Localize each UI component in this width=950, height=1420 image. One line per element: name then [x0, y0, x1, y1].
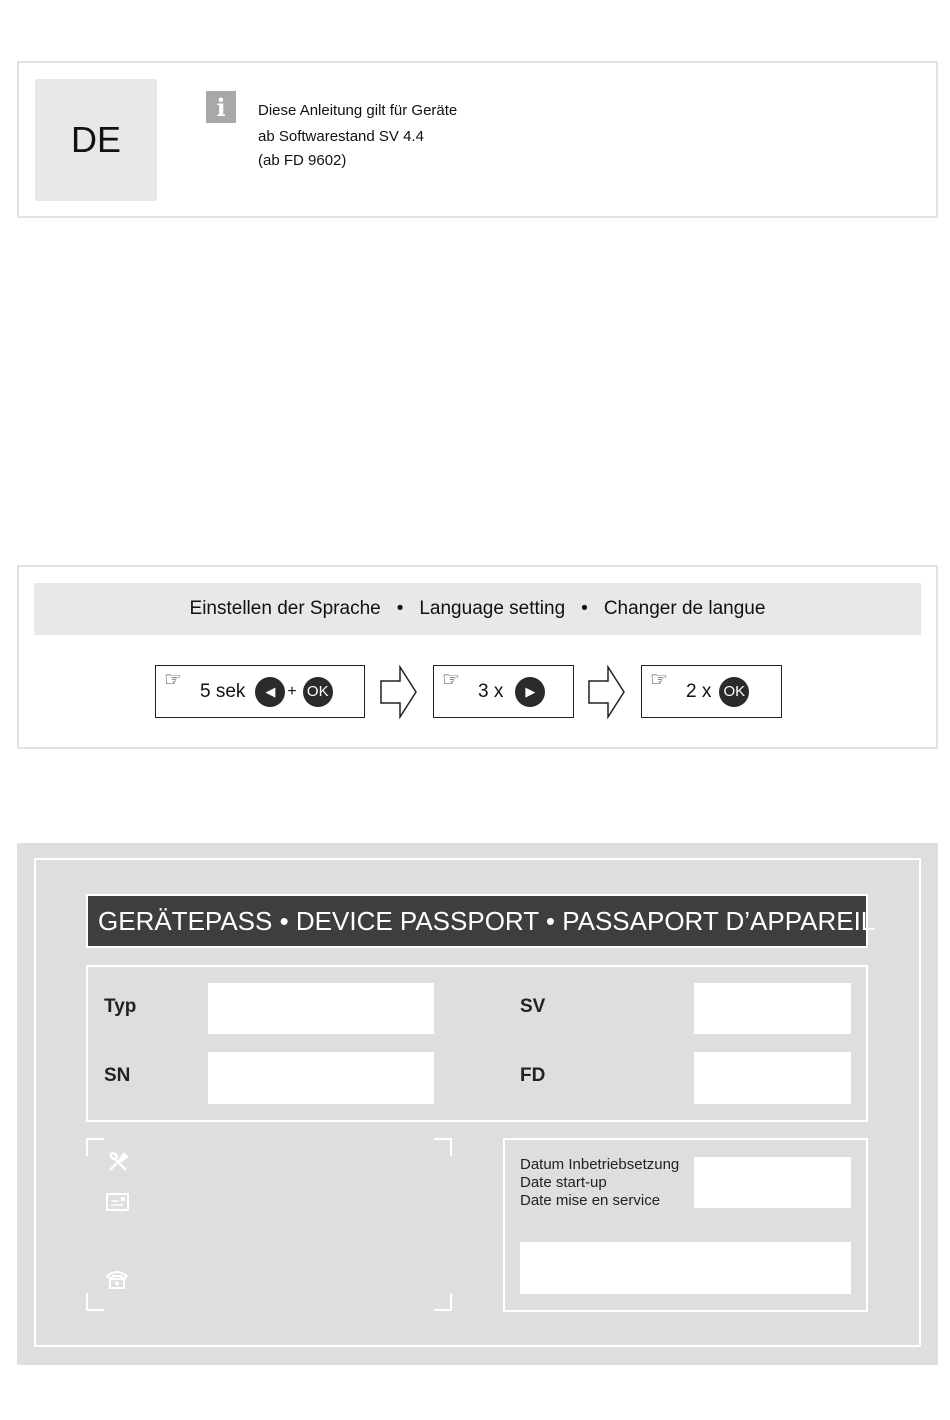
ok-button-icon: OK	[719, 677, 749, 707]
typ-field[interactable]	[208, 983, 434, 1034]
step-press-ok-2x	[641, 665, 782, 718]
header-fr: Changer de langue	[603, 598, 766, 619]
hand-pointer-icon: ☞	[650, 669, 668, 691]
corner-mark-bottom-right	[434, 1293, 452, 1311]
date-startup-field[interactable]	[694, 1157, 851, 1208]
fd-field[interactable]	[694, 1052, 851, 1104]
corner-mark-top-right	[434, 1138, 452, 1156]
next-step-arrow-icon	[588, 665, 626, 719]
plus-sign: +	[287, 682, 297, 700]
language-code-badge: DE	[35, 79, 157, 201]
step-hold-left-ok	[155, 665, 365, 718]
sv-label: SV	[520, 996, 546, 1017]
date-label-en: Date start-up	[520, 1174, 607, 1191]
device-passport-title: GERÄTEPASS • DEVICE PASSPORT • PASSAPORT D’APPAREIL	[86, 894, 868, 948]
info-line-2: ab Softwarestand SV 4.4	[258, 128, 424, 145]
fd-label: FD	[520, 1065, 546, 1086]
sn-label: SN	[104, 1065, 131, 1086]
step-duration: 5 sek	[200, 680, 246, 702]
separator-dot: •	[396, 598, 404, 619]
header-en: Language setting	[419, 598, 566, 619]
language-setting-header	[34, 583, 921, 635]
next-step-arrow-icon	[380, 665, 418, 719]
separator-dot: •	[581, 598, 588, 619]
hand-pointer-icon: ☞	[164, 669, 182, 691]
date-label-fr: Date mise en service	[520, 1192, 661, 1209]
corner-mark-top-left	[86, 1138, 104, 1156]
info-line-3: (ab FD 9602)	[258, 152, 347, 169]
ok-button-icon: OK	[303, 677, 333, 707]
right-arrow-button-icon: ▶	[515, 677, 545, 707]
corner-mark-bottom-left	[86, 1293, 104, 1311]
info-line-1: Diese Anleitung gilt für Geräte	[258, 102, 458, 119]
tools-icon	[106, 1150, 130, 1174]
sv-field[interactable]	[694, 983, 851, 1034]
hand-pointer-icon: ☞	[442, 669, 460, 691]
info-icon: i	[206, 91, 236, 123]
phone-icon	[105, 1268, 129, 1290]
sn-field[interactable]	[208, 1052, 434, 1104]
step-count: 3 x	[478, 680, 504, 702]
date-label-de: Datum Inbetriebsetzung	[520, 1156, 680, 1173]
left-arrow-button-icon: ◀	[255, 677, 285, 707]
step-count: 2 x	[686, 680, 712, 702]
mail-icon	[106, 1192, 130, 1212]
signature-field[interactable]	[520, 1242, 851, 1294]
header-de: Einstellen der Sprache	[189, 598, 381, 619]
step-press-right-3x	[433, 665, 574, 718]
typ-label: Typ	[104, 996, 137, 1017]
